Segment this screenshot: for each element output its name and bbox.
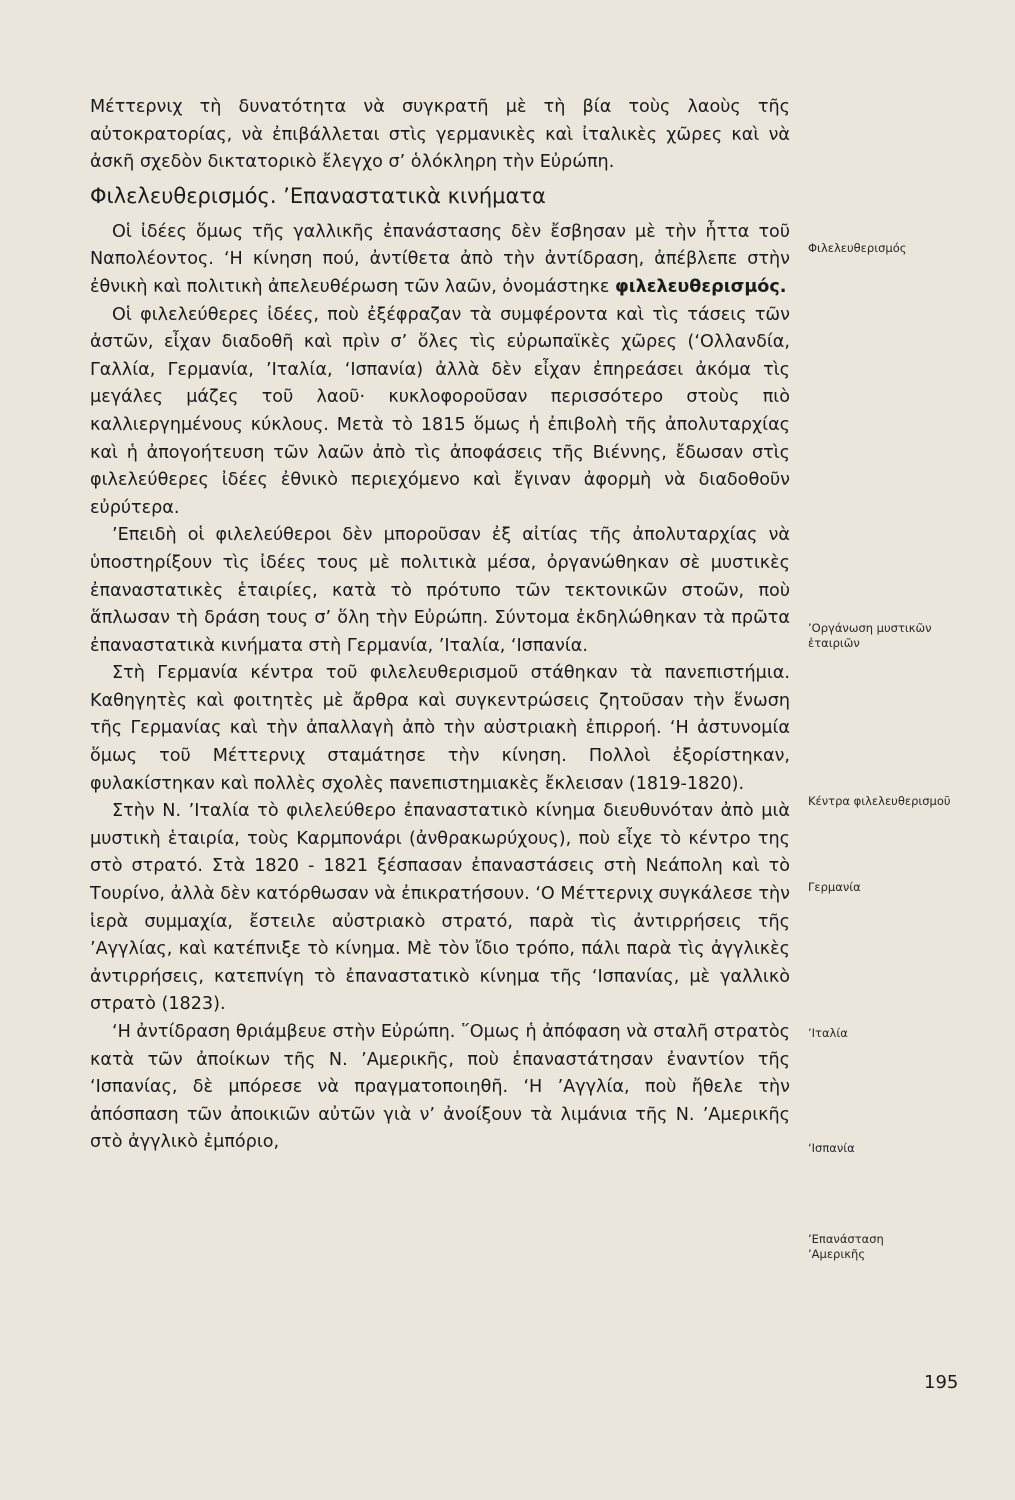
margin-note-america-revolution: ’Επανάσταση ’Αμερικῆς <box>808 1232 884 1261</box>
section-heading: Φιλελευθερισμός. ’Επαναστατικὰ κινήματα <box>90 183 546 208</box>
margin-note-liberal-centers: Κέντρα φιλελευθερισμοῦ <box>808 794 951 808</box>
margin-note-spain: ‘Ισπανία <box>808 1141 855 1155</box>
paragraph-italy-spain: Στὴν Ν. ’Ιταλία τὸ φιλελεύθερο ἐπαναστατικὸ κίνημα διευθυνόταν ἀπὸ μιὰ μυστικὴ ἑταιρία, τοὺς Καρμπονάρι (ἀνθρακωρύχους), ποὺ εἶχε τὸ κέντρο της στὸ στρατό. Στὰ 1820 - 1821 ξέσπασαν ἐπαναστάσεις στὴ Νεάπολη καὶ τὸ Τουρίνο, ἀλλὰ δὲν κατόρθωσαν νὰ ἐπικρατήσουν. ‘Ο Μέττερνιχ συγκάλεσε τὴν ἱερὰ συμμαχία, ἔστειλε αὐστριακὸ στρατό, παρὰ τὶς ἀντιρρήσεις τῆς ’Αγγλίας, καὶ κατέπνιξε τὸ κίνημα. Μὲ τὸν ἴδιο τρόπο, πάλι παρὰ τὶς ἀγγλικὲς ἀντιρρήσεις, κατεπνίγη τὸ ἐπαναστατικὸ κίνημα τῆς ‘Ισπανίας, μὲ γαλλικὸ στρατὸ (1823). <box>90 801 790 1015</box>
margin-note-germany: Γερμανία <box>808 880 861 894</box>
margin-note-italy: ’Ιταλία <box>808 1026 848 1040</box>
page-number: 195 <box>924 1372 959 1393</box>
margin-note-liberalism: Φιλελευθερισμός <box>808 241 907 255</box>
paragraph-liberalism-text: Οἱ ἰδέες ὅμως τῆς γαλλικῆς ἐπανάστασης δὲν ἔσβησαν μὲ τὴν ἧττα τοῦ Ναπολέοντος. ‘Η κίνηση πού, ἀντίθετα ἀπὸ τὴν ἀντίδραση, ἀπέβλεπε στὴν ἐθνικὴ καὶ πολιτικὴ ἀπελευθέρωση τῶν λαῶν, ὀνομάστηκε <box>90 221 790 297</box>
paragraph-liberal-ideas: Οἱ φιλελεύθερες ἰδέες, ποὺ ἐξέφραζαν τὰ συμφέροντα καὶ τὶς τάσεις τῶν ἀστῶν, εἶχαν διαδοθῆ καὶ πρὶν σ’ ὅλες τὶς εὐρωπαϊκὲς χῶρες (‘Ολλανδία, Γαλλία, Γερμανία, ’Ιταλία, ‘Ισπανία) ἀλλὰ δὲν εἶχαν ἐπηρεάσει ἀκόμα τὶς μεγάλες μάζες τοῦ λαοῦ· κυκλοφοροῦσαν περισσότερο στοὺς πιὸ καλλιεργημένους κύκλους. Μετὰ τὸ 1815 ὅμως ἡ ἐπιβολὴ τῆς ἀπολυταρχίας καὶ ἡ ἀπογοήτευση τῶν λαῶν ἀπὸ τὶς ἀποφάσεις τῆς Βιέννης, ἔδωσαν στὶς φιλελεύθερες ἰδέες ἐθνικὸ περιεχόμενο καὶ ἔγιναν ἀφορμὴ νὰ διαδοθοῦν εὐρύτερα. <box>90 304 790 518</box>
paragraph-secret-societies: ’Επειδὴ οἱ φιλελεύθεροι δὲν μποροῦσαν ἐξ αἰτίας τῆς ἀπολυταρχίας νὰ ὑποστηρίξουν τὶς ἰδέες τους μὲ πολιτικὰ μέσα, ὀργανώθηκαν σὲ μυστικὲς ἐπαναστατικὲς ἑταιρίες, κατὰ τὸ πρότυπο τῶν τεκτονικῶν στοῶν, ποὺ ἅπλωσαν τὴ δράση τους σ’ ὅλη τὴν Εὐρώπη. Σύντομα ἐκδηλώθηκαν τὰ πρῶτα ἐπαναστατικὰ κινήματα στὴ Γερμανία, ’Ιταλία, ‘Ισπανία. <box>90 525 790 656</box>
paragraph-america: ‘Η ἀντίδραση θριάμβευε στὴν Εὐρώπη. ῞Ομως ἡ ἀπόφαση νὰ σταλῆ στρατὸς κατὰ τῶν ἀποίκων τῆς Ν. ’Αμερικῆς, ποὺ ἐπαναστάτησαν ἐναντίον τῆς ‘Ισπανίας, δὲ μπόρεσε νὰ πραγματοποιηθῆ. ‘Η ’Αγγλία, ποὺ ἤθελε τὴν ἀπόσπαση τῶν ἀποικιῶν αὐτῶν γιὰ ν’ ἀνοίξουν τὰ λιμάνια τῆς Ν. ’Αμερικῆς στὸ ἀγγλικὸ ἐμπόριο, <box>90 1022 790 1153</box>
main-text-column <box>90 94 790 1157</box>
paragraph-germany: Στὴ Γερμανία κέντρα τοῦ φιλελευθερισμοῦ στάθηκαν τὰ πανεπιστήμια. Καθηγητὲς καὶ φοιτητὲς μὲ ἄρθρα καὶ συγκεντρώσεις ζητοῦσαν τὴν ἕνωση τῆς Γερμανίας καὶ τὴν ἀπαλλαγὴ ἀπὸ τὴν αὐστριακὴ ἐπιρροή. ‘Η ἀστυνομία ὅμως τοῦ Μέττερνιχ σταμάτησε τὴν κίνηση. Πολλοὶ ἐξορίστηκαν, φυλακίστηκαν καὶ πολλὲς σχολὲς πανεπιστημιακὲς ἔκλεισαν (1819-1820). <box>90 663 790 794</box>
liberalism-bold-term: φιλελευθερισμός. <box>614 276 787 297</box>
margin-note-secret-societies: ’Οργάνωση μυστικῶν ἑταιριῶν <box>808 621 932 650</box>
intro-paragraph: Μέττερνιχ τὴ δυνατότητα νὰ συγκρατῆ μὲ τὴ βία τοὺς λαοὺς τῆς αὐτοκρατορίας, νὰ ἐπιβάλλεται στὶς γερμανικὲς καὶ ἰταλικὲς χῶρες καὶ νὰ ἀσκῆ σχεδὸν δικτατορικὸ ἔλεγχο σ’ ὁλόκληρη τὴν Εὐρώπη. <box>90 97 790 173</box>
paragraph-liberalism <box>90 219 790 302</box>
